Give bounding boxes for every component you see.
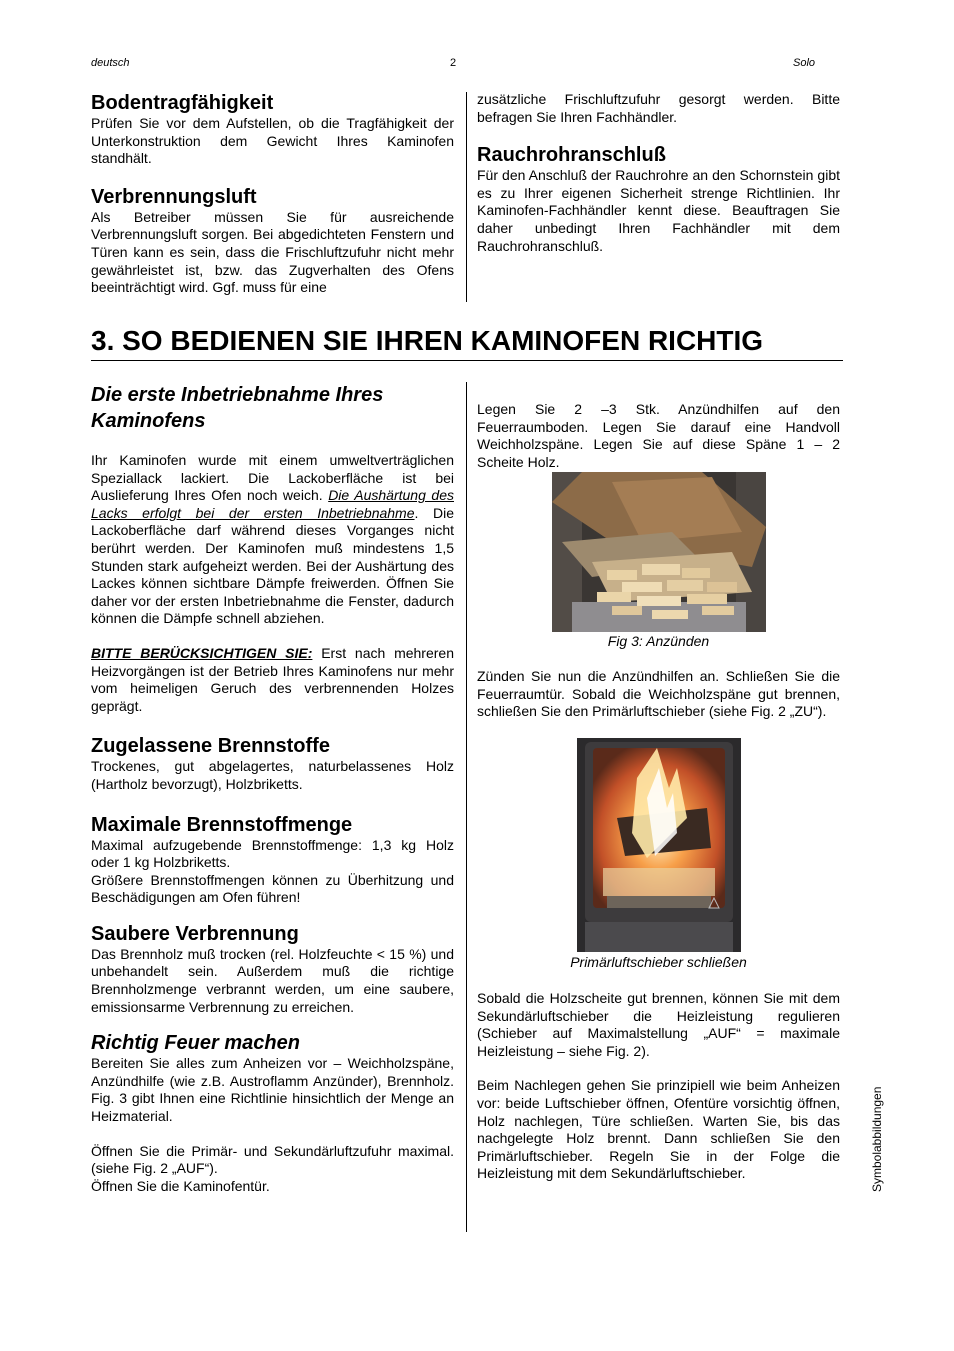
text-heizleistung: Sobald die Holzscheite gut brennen, können Sie mit dem Sekundärluftschieber die Heizleistung regulieren (Schieber auf Maximalstellung „AUF“ = maximale Heizleistung – siehe Fig. 2). xyxy=(477,990,840,1059)
header-model: Solo xyxy=(793,57,816,69)
text-brennstoffe: Trockenes, gut abgelagertes, naturbelassenes Holz (Hartholz bevorzugt), Holzbriketts. xyxy=(91,758,454,792)
emphasis-lackhaertung: Die Aushärtung des Lacks erfolgt bei der ersten Inbetriebnahme xyxy=(91,487,454,521)
text-feuer-1: Bereiten Sie alles zum Anheizen vor – Weichholzspäne, Anzündhilfe (wie z.B. Austroflamm Anzünder), Brennholz. Fig. 3 gibt Ihnen eine Richtlinie hinsichtlich der Menge an Heizmaterial. xyxy=(91,1055,454,1125)
text-brennstoffmenge-1: Maximal aufzugebende Brennstoffmenge: 1,3 kg Holz oder 1 kg Holzbriketts. xyxy=(91,836,454,871)
text-inbetriebnahme-1: Ihr Kaminofen wurde mit einem umweltverträglichen Speziallack lackiert. Die Lackoberfläche ist bei Auslieferung Ihres Ofen noch weich. Die Aushärtung des Lacks erfolgt bei der ersten Inbetriebnahme. Die Lackoberfläche darf während dieses Vorganges nicht berührt werden. Der Kaminofen muß mindestens 1,5 Stunden stark aufgeheizt werden. Bei der Aushärtung des Lackes können sichtbare Dämpfe freiwerden. Öffnen Sie daher vor der ersten Inbetriebnahme die Fenster, dadurch können die Dämpfe schnell abziehen. xyxy=(91,452,454,627)
fire-caption: Primärluftschieber schließen xyxy=(570,954,747,970)
text-anzuenden-2: Zünden Sie nun die Anzündhilfen an. Schließen Sie die Feuerraumtür. Sobald die Weichholzspäne gut brennen, schließen Sie den Primärluftschieber (siehe Fig. 2 „ZU“). xyxy=(477,668,840,720)
heading-brennstoffe: Zugelassene Brennstoffe xyxy=(91,735,330,758)
heading-verbrennungsluft: Verbrennungsluft xyxy=(91,185,257,208)
main-right-column-3 xyxy=(477,990,840,1183)
header-language: deutsch xyxy=(91,57,130,69)
text-anzuenden-1: Legen Sie 2 –3 Stk. Anzündhilfen auf den Feuerraumboden. Legen Sie darauf eine Handvoll Weichholzspäne. Legen Sie auf diese Späne 1 – 2 Scheite Holz. xyxy=(477,401,840,470)
text-feuer-3: Öffnen Sie die Kaminofentür. xyxy=(91,1177,270,1194)
text-nachlegen: Beim Nachlegen gehen Sie prinzipiell wie beim Anheizen vor: beide Luftschieber öffnen, Ofentüre vorsichtig öffnen, Holz nachlegen, Türe schließen. Warten Sie, bis das nachgelegte Holz brennt. Dann schließen Sie den Primärluftschieber. Regeln Sie in der Folge die Heizleistung mit dem Sekundärluftschieber. xyxy=(477,1077,840,1182)
column-divider-main xyxy=(466,382,467,1232)
emphasis-bitte: BITTE BERÜCKSICHTIGEN SIE: xyxy=(91,644,313,661)
fire-photo xyxy=(577,738,741,952)
heading-verbrennung: Saubere Verbrennung xyxy=(91,922,299,945)
heading-brennstoffmenge: Maximale Brennstoffmenge xyxy=(91,813,353,836)
fire-image-icon xyxy=(577,738,741,952)
column-divider-top xyxy=(466,92,467,302)
text-inbetriebnahme-2: BITTE BERÜCKSICHTIGEN SIE: Erst nach mehreren Heizvorgängen ist der Betrieb Ihres Kaminofens nur mehr vom heimeligen Geruch des verbrennenden Holzes geprägt. xyxy=(91,644,454,714)
page-number: 2 xyxy=(450,57,457,69)
heading-feuer: Richtig Feuer machen xyxy=(91,1032,300,1055)
sidebar-label: Symbolabbildungen xyxy=(870,1086,884,1192)
top-left-column xyxy=(91,92,454,297)
chapter-title: 3. SO BEDIENEN SIE IHREN KAMINOFEN RICHTIG xyxy=(91,324,843,361)
text-verbrennungsluft: Als Betreiber müssen Sie für ausreichende Verbrennungsluft sorgen. Bei abgedichteten Fenstern und Türen kann es sein, dass die Frischluftzufuhr nicht mehr gewährleistet ist, bzw. das Zugverhalten des Ofens beeinträchtigt wird. Ggf. muss für eine xyxy=(91,208,454,296)
kindling-image-icon xyxy=(552,472,766,632)
top-right-column xyxy=(477,91,840,255)
text-brennstoffmenge-2: Größere Brennstoffmengen können zu Überhitzung und Beschädigungen am Ofen führen! xyxy=(91,871,454,906)
text-bodentragfaehigkeit: Prüfen Sie vor dem Aufstellen, ob die Tragfähigkeit der Unterkonstruktion dem Gewicht Ihres Kaminofen standhält. xyxy=(91,115,454,167)
heading-bodentragfaehigkeit: Bodentragfähigkeit xyxy=(91,92,274,114)
main-right-column-1 xyxy=(477,401,840,471)
fig3-kindling-photo xyxy=(552,472,766,632)
heading-inbetriebnahme: Die erste Inbetriebnahme Ihres Kaminofens xyxy=(91,384,384,432)
main-left-column xyxy=(91,382,454,1195)
text-feuer-2: Öffnen Sie die Primär- und Sekundärluftzufuhr maximal. (siehe Fig. 2 „AUF“). xyxy=(91,1142,454,1177)
text-verbrennungsluft-continued: zusätzliche Frischluftzufuhr gesorgt werden. Bitte befragen Sie Ihren Fachhändler. xyxy=(477,91,840,125)
text-verbrennung: Das Brennholz muß trocken (rel. Holzfeuchte < 15 %) und unbehandelt sein. Außerdem muß die richtige Brennholzmenge verbrannt werden, um eine saubere, emissionsarme Verbrennung zu erreichen. xyxy=(91,945,454,1015)
text-rauchrohranschluss: Für den Anschluß der Rauchrohre an den Schornstein gibt es zu Ihrer eigenen Sicherheit strenge Richtlinien. Ihr Kaminofen-Fachhändler kennt diese. Beauftragen Sie daher unbedingt Ihren Fachhändler mit dem Rauchrohranschluß. xyxy=(477,167,840,254)
fig3-caption: Fig 3: Anzünden xyxy=(607,633,710,649)
main-right-column-2 xyxy=(477,668,840,721)
heading-rauchrohranschluss: Rauchrohranschluß xyxy=(477,144,666,167)
